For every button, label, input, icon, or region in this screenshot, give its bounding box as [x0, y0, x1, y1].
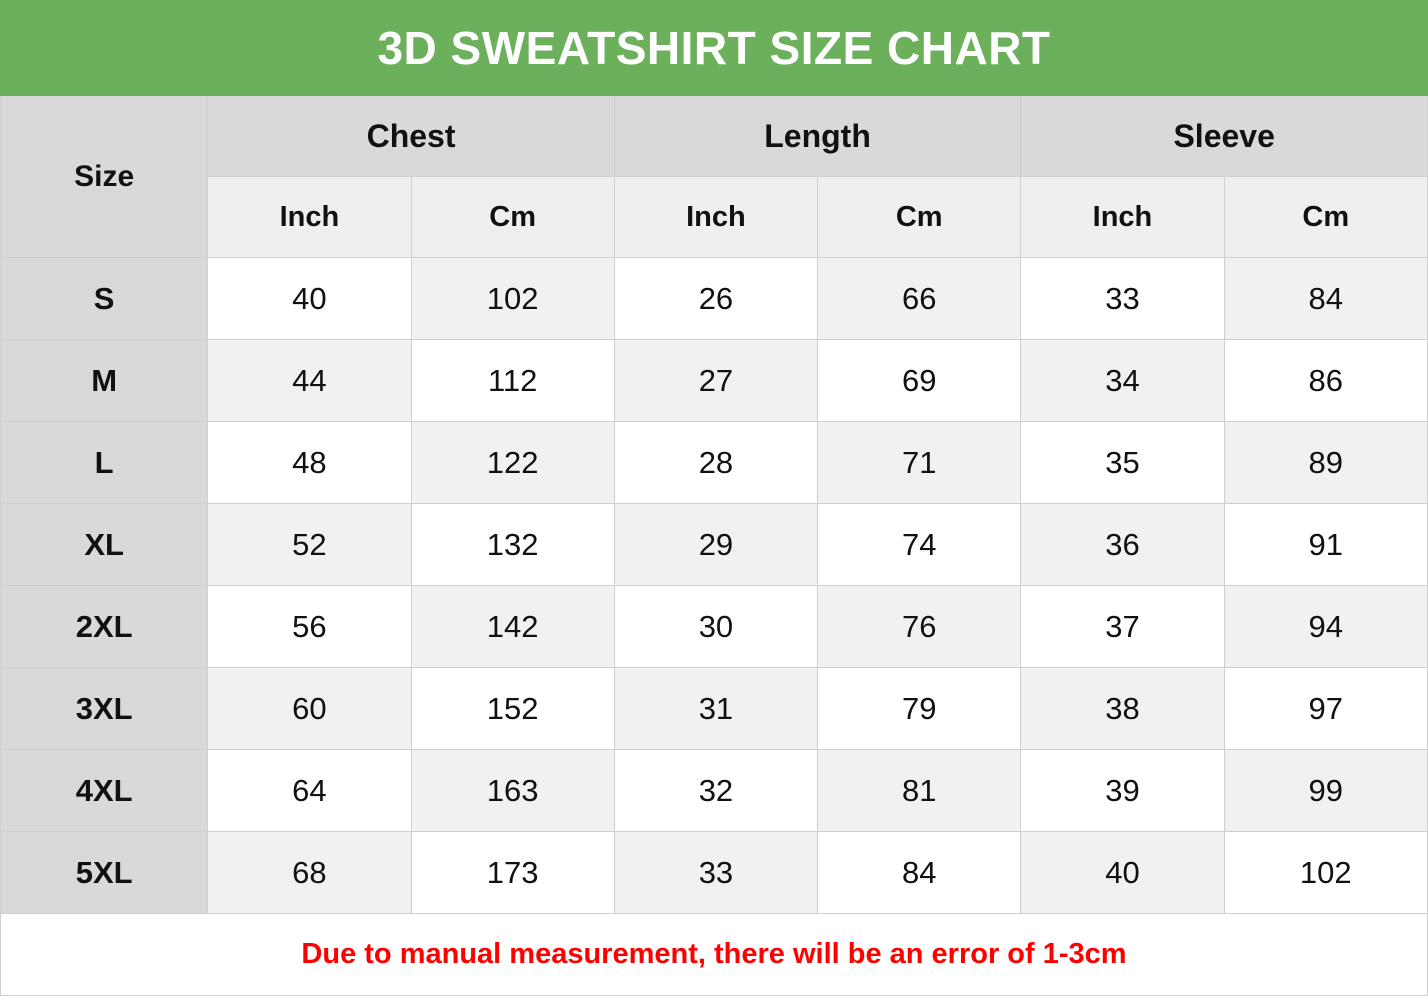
- cell-length-inch: 31: [614, 668, 817, 750]
- cell-sleeve-inch: 36: [1021, 504, 1224, 586]
- cell-length-inch: 26: [614, 258, 817, 340]
- cell-chest-cm: 152: [411, 668, 614, 750]
- unit-header-length-inch: Inch: [614, 177, 817, 258]
- cell-chest-inch: 48: [208, 422, 411, 504]
- unit-header-length-cm: Cm: [818, 177, 1021, 258]
- cell-length-inch: 29: [614, 504, 817, 586]
- cell-sleeve-inch: 34: [1021, 340, 1224, 422]
- title-row: [1, 1, 1428, 96]
- column-group-sleeve: Sleeve: [1021, 96, 1428, 177]
- table-row: [1, 832, 1428, 914]
- cell-length-cm: 66: [818, 258, 1021, 340]
- page-title: 3D SWEATSHIRT SIZE CHART: [1, 1, 1428, 96]
- unit-header-sleeve-cm: Cm: [1224, 177, 1427, 258]
- row-size-label: XL: [1, 504, 208, 586]
- measurement-note: Due to manual measurement, there will be an error of 1-3cm: [1, 914, 1428, 996]
- cell-chest-cm: 122: [411, 422, 614, 504]
- cell-length-cm: 76: [818, 586, 1021, 668]
- cell-chest-inch: 56: [208, 586, 411, 668]
- cell-sleeve-inch: 38: [1021, 668, 1224, 750]
- cell-chest-inch: 44: [208, 340, 411, 422]
- row-size-label: 2XL: [1, 586, 208, 668]
- cell-sleeve-cm: 102: [1224, 832, 1427, 914]
- cell-sleeve-inch: 35: [1021, 422, 1224, 504]
- cell-length-cm: 81: [818, 750, 1021, 832]
- unit-header-sleeve-inch: Inch: [1021, 177, 1224, 258]
- cell-sleeve-inch: 37: [1021, 586, 1224, 668]
- column-group-length: Length: [614, 96, 1021, 177]
- cell-chest-cm: 142: [411, 586, 614, 668]
- cell-chest-inch: 68: [208, 832, 411, 914]
- table-body: [1, 258, 1428, 996]
- cell-length-cm: 69: [818, 340, 1021, 422]
- cell-sleeve-cm: 86: [1224, 340, 1427, 422]
- column-group-chest: Chest: [208, 96, 615, 177]
- table-row: [1, 586, 1428, 668]
- cell-sleeve-cm: 89: [1224, 422, 1427, 504]
- cell-sleeve-inch: 40: [1021, 832, 1224, 914]
- row-size-label: L: [1, 422, 208, 504]
- row-size-label: 5XL: [1, 832, 208, 914]
- cell-sleeve-cm: 91: [1224, 504, 1427, 586]
- cell-chest-inch: 64: [208, 750, 411, 832]
- row-size-label: 3XL: [1, 668, 208, 750]
- row-size-label: M: [1, 340, 208, 422]
- unit-header-row: [1, 177, 1428, 258]
- table-row: [1, 422, 1428, 504]
- unit-header-chest-inch: Inch: [208, 177, 411, 258]
- table-row: [1, 258, 1428, 340]
- cell-sleeve-inch: 33: [1021, 258, 1224, 340]
- cell-length-cm: 84: [818, 832, 1021, 914]
- cell-length-cm: 79: [818, 668, 1021, 750]
- cell-length-inch: 27: [614, 340, 817, 422]
- table-row: [1, 668, 1428, 750]
- cell-sleeve-cm: 97: [1224, 668, 1427, 750]
- cell-sleeve-cm: 94: [1224, 586, 1427, 668]
- cell-length-inch: 28: [614, 422, 817, 504]
- group-header-row: [1, 96, 1428, 177]
- row-size-label: 4XL: [1, 750, 208, 832]
- cell-chest-cm: 112: [411, 340, 614, 422]
- cell-length-inch: 32: [614, 750, 817, 832]
- cell-chest-cm: 173: [411, 832, 614, 914]
- table-row: [1, 504, 1428, 586]
- cell-sleeve-inch: 39: [1021, 750, 1224, 832]
- row-size-label: S: [1, 258, 208, 340]
- cell-length-inch: 30: [614, 586, 817, 668]
- cell-sleeve-cm: 84: [1224, 258, 1427, 340]
- cell-length-inch: 33: [614, 832, 817, 914]
- cell-sleeve-cm: 99: [1224, 750, 1427, 832]
- table-row: [1, 750, 1428, 832]
- table-row: [1, 340, 1428, 422]
- cell-length-cm: 74: [818, 504, 1021, 586]
- cell-length-cm: 71: [818, 422, 1021, 504]
- unit-header-chest-cm: Cm: [411, 177, 614, 258]
- cell-chest-inch: 40: [208, 258, 411, 340]
- column-header-size: Size: [1, 96, 208, 258]
- note-row: [1, 914, 1428, 996]
- cell-chest-cm: 163: [411, 750, 614, 832]
- cell-chest-inch: 60: [208, 668, 411, 750]
- cell-chest-cm: 132: [411, 504, 614, 586]
- table-head: [1, 1, 1428, 258]
- cell-chest-inch: 52: [208, 504, 411, 586]
- cell-chest-cm: 102: [411, 258, 614, 340]
